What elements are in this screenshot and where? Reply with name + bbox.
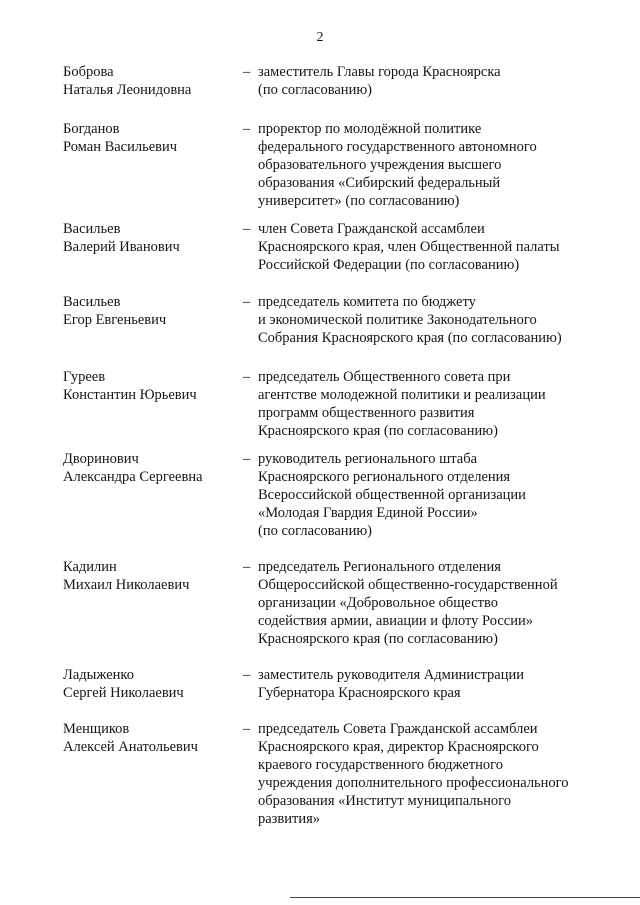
member-dash: – — [243, 221, 251, 237]
role-line: университет» (по согласованию) — [258, 193, 460, 209]
member-surname: Боброва — [63, 64, 114, 80]
member-given-names: Александра Сергеевна — [63, 469, 203, 485]
member-dash: – — [243, 369, 251, 385]
member-name — [63, 450, 238, 486]
bottom-rule — [290, 897, 640, 898]
member-surname: Васильев — [63, 221, 121, 237]
role-line: организации «Добровольное общество — [258, 595, 499, 611]
member-role — [258, 450, 598, 540]
role-line: Общероссийской общественно-государственной — [258, 577, 558, 593]
role-line: Российской Федерации (по согласованию) — [258, 257, 520, 273]
role-line: образования «Институт муниципального — [258, 793, 511, 809]
member-dash: – — [243, 294, 251, 310]
member-given-names: Константин Юрьевич — [63, 387, 197, 403]
role-line: (по согласованию) — [258, 523, 372, 539]
page-number: 2 — [316, 30, 324, 45]
member-role — [258, 220, 598, 274]
member-name — [63, 63, 238, 99]
role-line: председатель Совета Гражданской ассамблеи — [258, 721, 538, 737]
role-line: краевого государственного бюджетного — [258, 757, 503, 773]
role-line: «Молодая Гвардия Единой России» — [258, 505, 478, 521]
member-given-names: Валерий Иванович — [63, 239, 180, 255]
member-name — [63, 558, 238, 594]
member-dash: – — [243, 667, 251, 683]
role-line: руководитель регионального штаба — [258, 451, 478, 467]
role-line: агентстве молодежной политики и реализации — [258, 387, 546, 403]
member-surname: Богданов — [63, 121, 120, 137]
member-role — [258, 558, 598, 648]
role-line: федерального государственного автономного — [258, 139, 537, 155]
member-role — [258, 63, 598, 99]
member-role — [258, 293, 598, 347]
member-given-names: Алексей Анатольевич — [63, 739, 198, 755]
member-name — [63, 666, 238, 702]
role-line: (по согласованию) — [258, 82, 372, 98]
member-surname: Менщиков — [63, 721, 130, 737]
role-line: член Совета Гражданской ассамблеи — [258, 221, 485, 237]
role-line: Красноярского регионального отделения — [258, 469, 511, 485]
role-line: заместитель руководителя Администрации — [258, 667, 525, 683]
member-given-names: Наталья Леонидовна — [63, 82, 192, 98]
member-dash: – — [243, 121, 251, 137]
member-dash: – — [243, 64, 251, 80]
member-name — [63, 293, 238, 329]
member-surname: Ладыженко — [63, 667, 134, 683]
role-line: Собрания Красноярского края (по согласованию) — [258, 330, 562, 346]
member-dash: – — [243, 559, 251, 575]
member-surname: Васильев — [63, 294, 121, 310]
role-line: Красноярского края, член Общественной палаты — [258, 239, 560, 255]
member-role — [258, 120, 598, 210]
role-line: председатель Регионального отделения — [258, 559, 501, 575]
member-dash: – — [243, 451, 251, 467]
role-line: Красноярского края (по согласованию) — [258, 423, 498, 439]
role-line: развития» — [258, 811, 321, 827]
member-surname: Дворинович — [63, 451, 139, 467]
role-line: содействия армии, авиации и флоту России» — [258, 613, 533, 629]
member-role — [258, 666, 598, 702]
role-line: и экономической политике Законодательного — [258, 312, 537, 328]
role-line: программ общественного развития — [258, 405, 475, 421]
role-line: образования «Сибирский федеральный — [258, 175, 501, 191]
member-given-names: Сергей Николаевич — [63, 685, 184, 701]
member-given-names: Роман Васильевич — [63, 139, 178, 155]
role-line: Красноярского края, директор Красноярского — [258, 739, 539, 755]
role-line: учреждения дополнительного профессионального — [258, 775, 569, 791]
member-role — [258, 368, 598, 440]
member-surname: Кадилин — [63, 559, 117, 575]
member-dash: – — [243, 721, 251, 737]
member-surname: Гуреев — [63, 369, 106, 385]
role-line: образовательного учреждения высшего — [258, 157, 502, 173]
role-line: председатель комитета по бюджету — [258, 294, 476, 310]
role-line: председатель Общественного совета при — [258, 369, 511, 385]
member-role — [258, 720, 598, 828]
member-name — [63, 220, 238, 256]
member-name — [63, 720, 238, 756]
member-given-names: Егор Евгеньевич — [63, 312, 167, 328]
role-line: Губернатора Красноярского края — [258, 685, 461, 701]
member-given-names: Михаил Николаевич — [63, 577, 190, 593]
role-line: Всероссийской общественной организации — [258, 487, 526, 503]
role-line: Красноярского края (по согласованию) — [258, 631, 498, 647]
role-line: заместитель Главы города Красноярска — [258, 64, 501, 80]
member-name — [63, 368, 238, 404]
member-name — [63, 120, 238, 156]
role-line: проректор по молодёжной политике — [258, 121, 482, 137]
